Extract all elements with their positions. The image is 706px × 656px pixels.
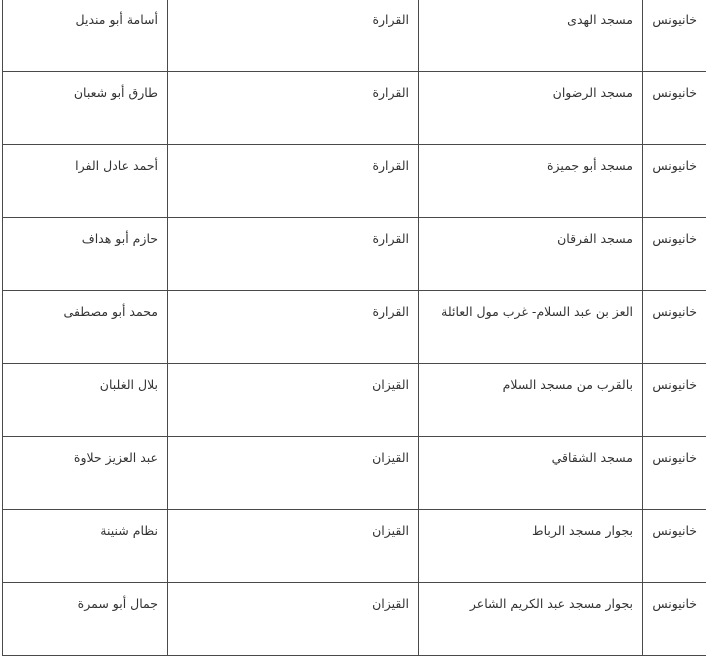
name-cell: بلال الغلبان <box>3 364 168 437</box>
name-cell: أسامة أبو منديل <box>3 0 168 72</box>
place-cell: العز بن عبد السلام- غرب مول العائلة <box>419 291 643 364</box>
area-cell: القرارة <box>168 0 419 72</box>
place-cell: بجوار مسجد عبد الكريم الشاعر <box>419 583 643 656</box>
name-cell: محمد أبو مصطفى <box>3 291 168 364</box>
city-cell: خانيونس <box>643 364 706 437</box>
area-cell: القرارة <box>168 145 419 218</box>
city-cell: خانيونس <box>643 291 706 364</box>
place-cell: مسجد الرضوان <box>419 72 643 145</box>
table-row <box>3 437 706 510</box>
name-cell: عبد العزيز حلاوة <box>3 437 168 510</box>
area-cell: القرارة <box>168 72 419 145</box>
place-cell: بالقرب من مسجد السلام <box>419 364 643 437</box>
city-cell: خانيونس <box>643 218 706 291</box>
place-cell: مسجد الشقاقي <box>419 437 643 510</box>
name-cell: جمال أبو سمرة <box>3 583 168 656</box>
city-cell: خانيونس <box>643 145 706 218</box>
city-cell: خانيونس <box>643 437 706 510</box>
name-cell: أحمد عادل الفرا <box>3 145 168 218</box>
city-cell: خانيونس <box>643 72 706 145</box>
place-cell: بجوار مسجد الرباط <box>419 510 643 583</box>
name-cell: طارق أبو شعبان <box>3 72 168 145</box>
records-table <box>2 0 706 656</box>
name-cell: نظام شنينة <box>3 510 168 583</box>
area-cell: القيزان <box>168 437 419 510</box>
name-cell: حازم أبو هداف <box>3 218 168 291</box>
table-row <box>3 583 706 656</box>
place-cell: مسجد الفرقان <box>419 218 643 291</box>
table-row <box>3 145 706 218</box>
table-row <box>3 291 706 364</box>
area-cell: القيزان <box>168 583 419 656</box>
area-cell: القيزان <box>168 510 419 583</box>
table-row <box>3 72 706 145</box>
area-cell: القيزان <box>168 364 419 437</box>
city-cell: خانيونس <box>643 583 706 656</box>
place-cell: مسجد الهدى <box>419 0 643 72</box>
table-row <box>3 0 706 72</box>
table-row <box>3 218 706 291</box>
city-cell: خانيونس <box>643 510 706 583</box>
area-cell: القرارة <box>168 218 419 291</box>
place-cell: مسجد أبو جميزة <box>419 145 643 218</box>
table-row <box>3 510 706 583</box>
table-row <box>3 364 706 437</box>
city-cell: خانيونس <box>643 0 706 72</box>
area-cell: القرارة <box>168 291 419 364</box>
